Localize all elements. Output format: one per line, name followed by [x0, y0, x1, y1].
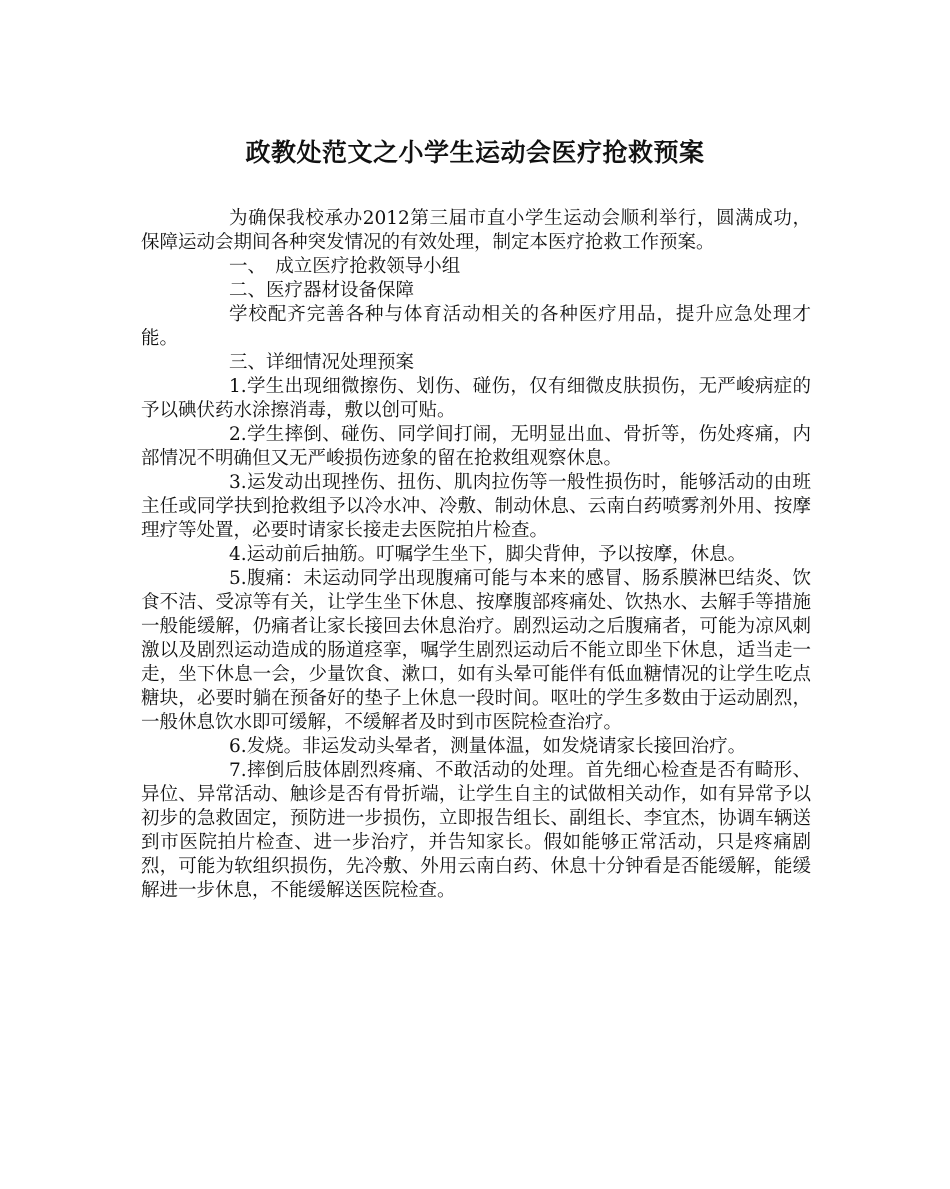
document-body — [141, 207, 811, 903]
paragraph-item-5: 5.腹痛：未运动同学出现腹痛可能与本来的感冒、肠系膜淋巴结炎、饮食不洁、受凉等有关，让学生坐下休息、按摩腹部疼痛处、饮热水、去解手等措施一般能缓解，仍痛者让家长接回去休息治疗。剧烈运动之后腹痛者，可能为凉风刺激以及剧烈运动造成的肠道痉挛，嘱学生剧烈运动后不能立即坐下休息，适当走一走，坐下休息一会，少量饮食、漱口，如有头晕可能伴有低血糖情况的让学生吃点糖块，必要时躺在预备好的垫子上休息一段时间。呕吐的学生多数由于运动剧烈，一般休息饮水即可缓解，不缓解者及时到市医院检查治疗。 — [141, 568, 811, 733]
section-heading-3: 三、详细情况处理预案 — [229, 352, 415, 373]
paragraph-item-2: 2.学生摔倒、碰伤、同学间打闹，无明显出血、骨折等，伤处疼痛，内部情况不明确但又无严峻损伤迹象的留在抢救组观察休息。 — [141, 424, 811, 469]
section-heading-1: 一、 成立医疗抢救领导小组 — [229, 256, 461, 277]
paragraph-item-1: 1.学生出现细微擦伤、划伤、碰伤，仅有细微皮肤损伤，无严峻病症的予以碘伏药水涂擦消毒，敷以创可贴。 — [141, 376, 811, 421]
document-title: 政教处范文之小学生运动会医疗抢救预案 — [245, 138, 705, 167]
paragraph-intro: 为确保我校承办2012第三届市直小学生运动会顺利举行，圆满成功，保障运动会期间各种突发情况的有效处理，制定本医疗抢救工作预案。 — [141, 208, 811, 253]
paragraph-item-4: 4.运动前后抽筋。叮嘱学生坐下，脚尖背伸，予以按摩，休息。 — [229, 544, 747, 565]
section-heading-2: 二、医疗器材设备保障 — [229, 280, 415, 301]
paragraph-item-3: 3.运发动出现挫伤、扭伤、肌肉拉伤等一般性损伤时，能够活动的由班主任或同学扶到抢救组予以冷水冲、冷敷、制动休息、云南白药喷雾剂外用、按摩理疗等处置，必要时请家长接走去医院拍片检查。 — [141, 472, 811, 541]
paragraph-equipment: 学校配齐完善各种与体育活动相关的各种医疗用品，提升应急处理才能。 — [141, 304, 811, 349]
paragraph-item-6: 6.发烧。非运发动头晕者，测量体温，如发烧请家长接回治疗。 — [229, 736, 747, 757]
paragraph-item-7: 7.摔倒后肢体剧烈疼痛、不敢活动的处理。首先细心检查是否有畸形、异位、异常活动、触诊是否有骨折端，让学生自主的试做相关动作，如有异常予以初步的急救固定，预防进一步损伤，立即报告组长、副组长、李宜杰，协调车辆送到市医院拍片检查、进一步治疗，并告知家长。假如能够正常活动，只是疼痛剧烈，可能为软组织损伤，先冷敷、外用云南白药、休息十分钟看是否能缓解，能缓解进一步休息，不能缓解送医院检查。 — [141, 760, 811, 901]
